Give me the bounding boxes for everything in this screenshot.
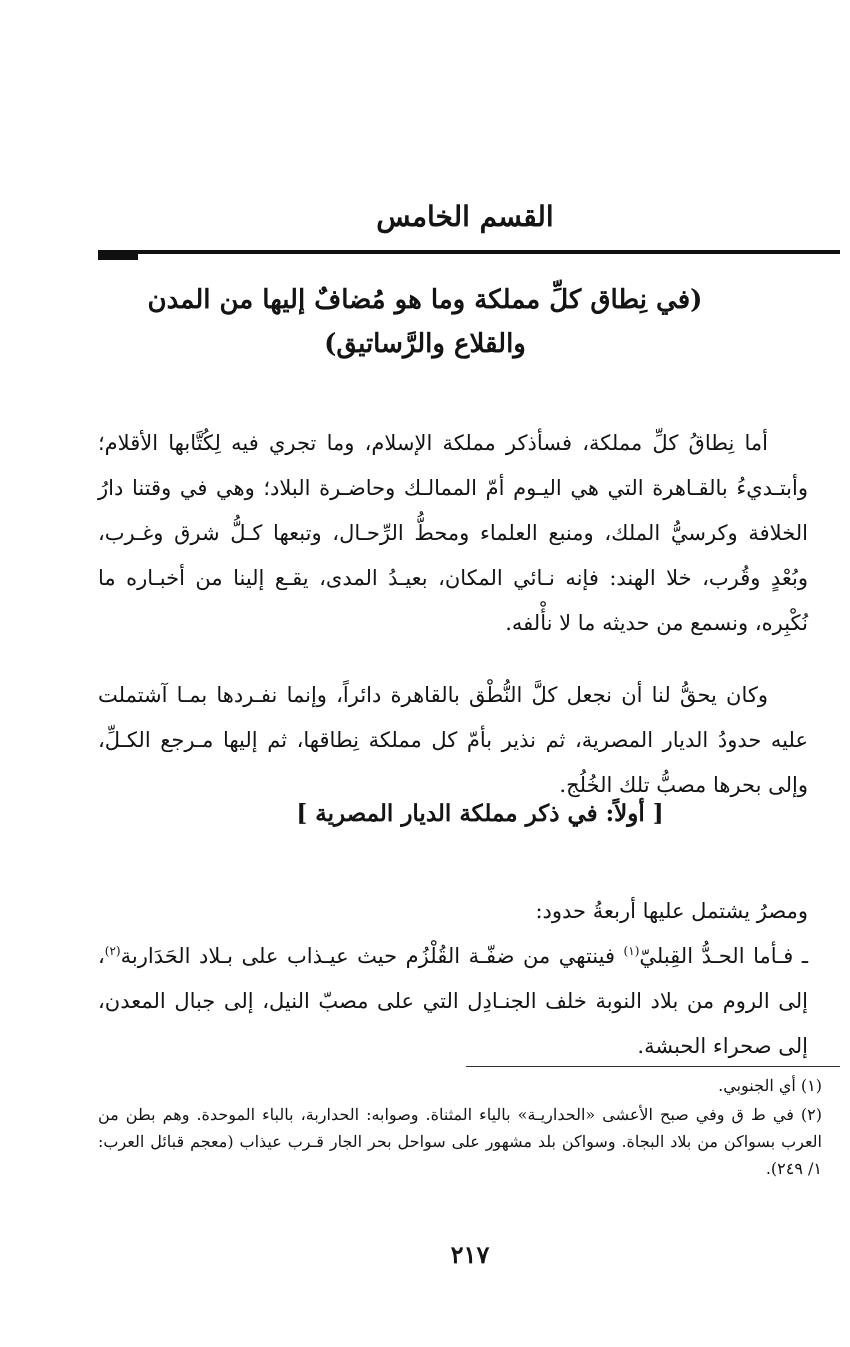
footnote-ref-2: (٢) (104, 944, 121, 958)
section-title: (في نِطاق كلِّ مملكة وما هو مُضافٌ إليها من المدن والقلاع والرَّساتيق) (147, 285, 703, 359)
footnote-2: (٢) في ط ق وفي صبح الأعشى «الحداريـة» بالياء المثناة. وصوابه: الحداربة، بالباء الموحدة. وهم بطن من العرب بسواكن من بلاد البجاة. وسواكن بلد مشهور على سواحل بحر الجار قـرب عيذاب (معجم قبائل العرب: ١/ ٢٤٩). (98, 1105, 822, 1178)
running-header: القسم الخامس (376, 200, 554, 233)
header-rule-end (98, 252, 138, 260)
paragraph-1: أما نِطاقُ كلِّ مملكة، فسأذكر مملكة الإسلام، وما تجري فيه لِكُتَّابها الأقلام؛ وأبتـديءُ بالقـاهرة التي هي اليـوم أمّ الممالـك وحاضـرة البلاد؛ وهي في وقتنا دارُ الخلافة وكرسيُّ الملك، ومنبع العلماء ومحطُّ الرِّحـال، وتبعها كـلُّ شرق وغـرب، وبُعْدٍ وقُرب، خلا الهند: فإنه نـائي المكان، بعيـدُ المدى، يقـع إلينا من أخبـاره ما نُكْبِره، ونسمع من حديثه ما لا نأْلفه. (98, 431, 808, 635)
footnote-1: (١) أي الجنوبي. (718, 1076, 822, 1095)
footnote-separator (466, 1066, 840, 1067)
page-number: ٢١٧ (450, 1240, 490, 1269)
paragraph-3: ومصرُ يشتمل عليها أربعةُ حدود: (535, 899, 808, 923)
subheading: [ أولاً: في ذكر مملكة الديار المصرية ] (296, 800, 664, 827)
paragraph-4-middle: فينتهي من ضفّـة القُلْزُم حيث عيـذاب على بـلاد الحَدَاربة (120, 944, 624, 968)
footnote-ref-1: (١) (623, 944, 640, 958)
paragraph-4 (98, 929, 808, 1069)
paragraph-4-start: ـ فـأما الحـدُّ القِبليّ (639, 944, 808, 968)
paragraph-2: وكان يحقُّ لنا أن نجعل كلَّ النُّطْق بالقاهرة دائراً، وإنما نفـردها بمـا آشتملت عليه حدودُ الديار المصرية، ثم نذير بأمّ كل مملكة نِطاقها، ثم إليها مـرجع الكـلِّ، وإلى بحرها مصبُّ تلك الخُلُج. (98, 683, 808, 797)
footnotes (98, 1072, 822, 1184)
paragraph-4-end: ، إلى الروم من بلاد النوبة خلف الجنـادِل التي على مصبّ النيل، إلى جبال المعدن، إلى صحراء الحبشة. (98, 944, 808, 1058)
header-rule (98, 250, 840, 254)
